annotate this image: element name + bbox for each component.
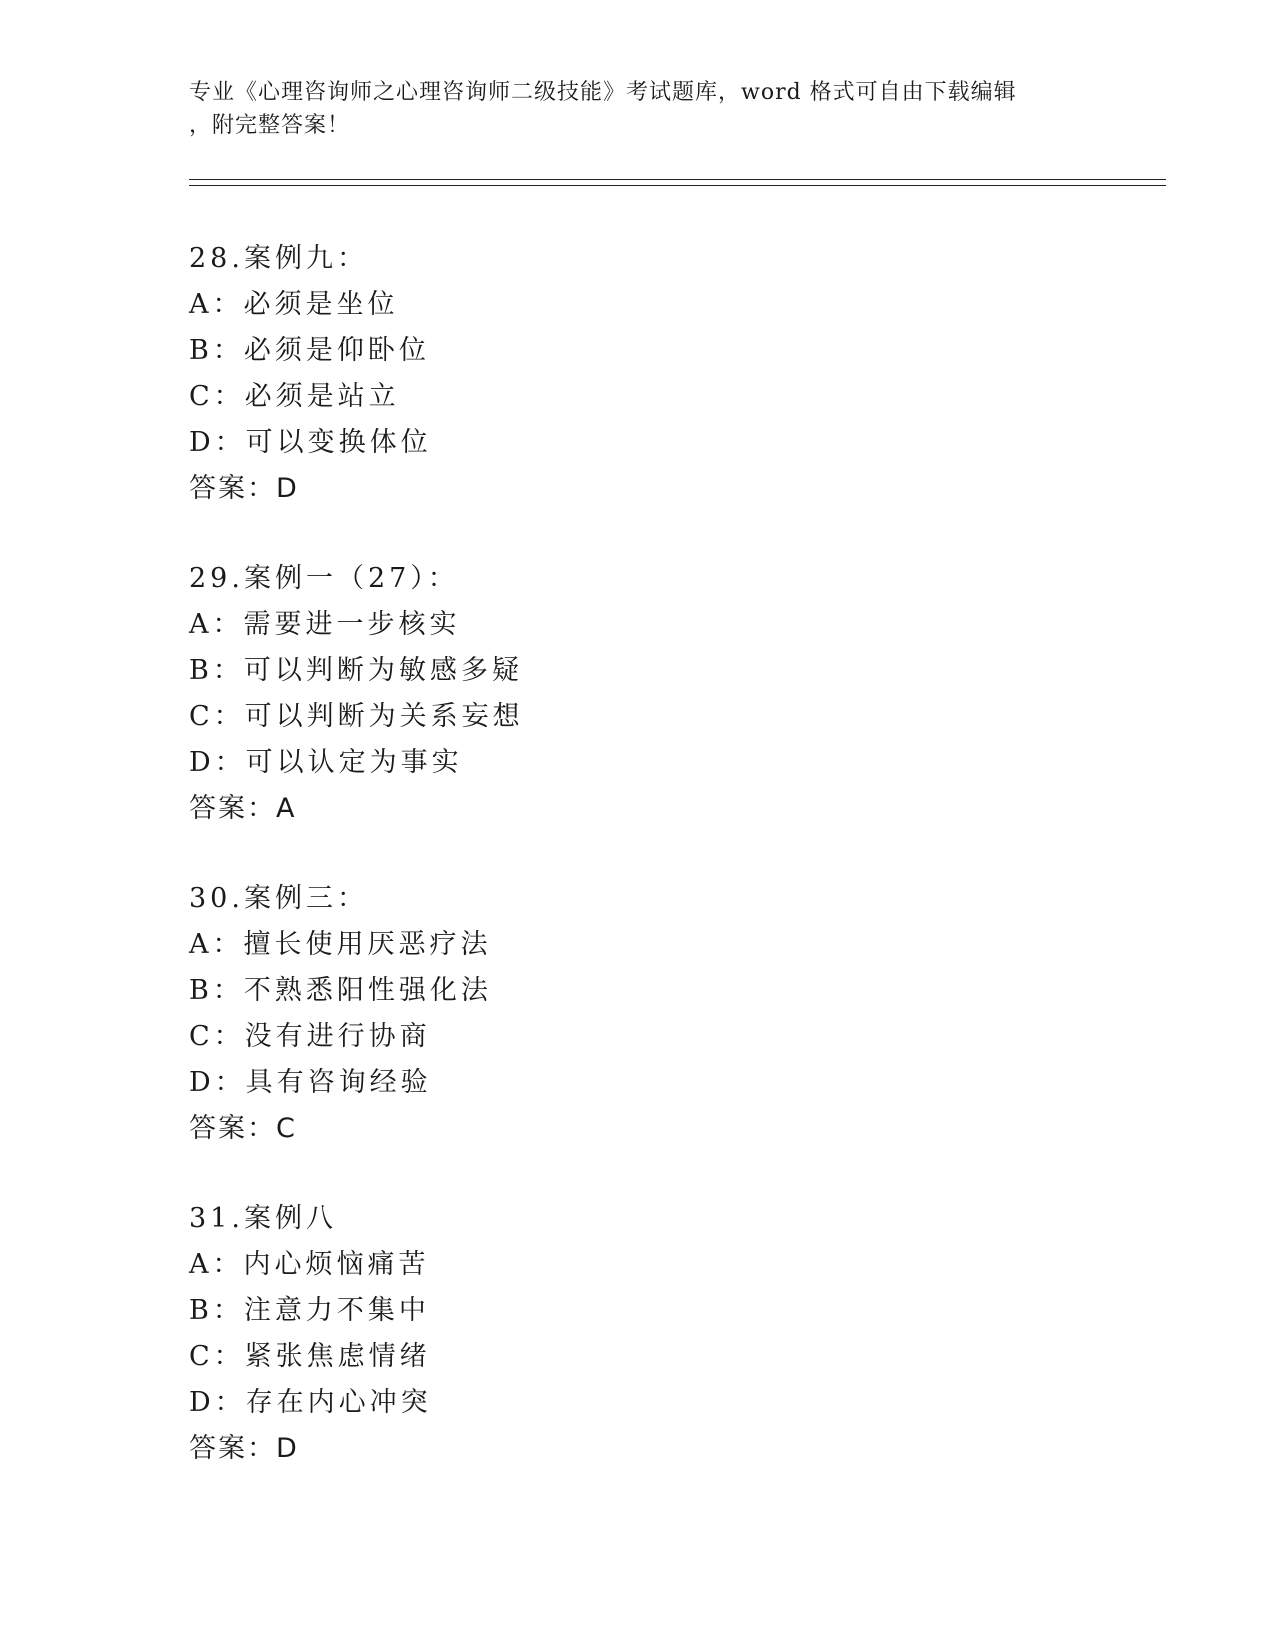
question-title: 28.案例九： [189, 243, 368, 274]
answer-line: 答案：A [189, 793, 297, 824]
option-b: B：不熟悉阳性强化法 [189, 975, 492, 1006]
header-line-2: ，附完整答案！ [189, 113, 351, 138]
question-29 [189, 556, 1139, 832]
question-31 [189, 1196, 1139, 1472]
option-a: A：必须是坐位 [189, 289, 399, 320]
option-b: B：必须是仰卧位 [189, 335, 430, 366]
option-c: C：可以判断为关系妄想 [189, 701, 524, 732]
question-list [189, 236, 1139, 1516]
option-a: A：擅长使用厌恶疗法 [189, 929, 492, 960]
option-a: A：内心烦恼痛苦 [189, 1249, 430, 1280]
option-d: D：存在内心冲突 [189, 1387, 432, 1418]
question-title: 29.案例一（27）： [189, 563, 459, 594]
option-c: C：必须是站立 [189, 381, 400, 412]
option-d: D：可以认定为事实 [189, 747, 463, 778]
document-header [189, 76, 1089, 142]
answer-line: 答案：D [189, 1433, 299, 1464]
option-b: B：注意力不集中 [189, 1295, 430, 1326]
header-line-1: 专业《心理咨询师之心理咨询师二级技能》考试题库，word 格式可自由下载编辑 [189, 80, 1017, 105]
option-d: D：具有咨询经验 [189, 1067, 432, 1098]
option-d: D：可以变换体位 [189, 427, 432, 458]
option-a: A：需要进一步核实 [189, 609, 461, 640]
answer-line: 答案：C [189, 1113, 297, 1144]
question-30 [189, 876, 1139, 1152]
header-double-rule [189, 179, 1166, 186]
option-b: B：可以判断为敏感多疑 [189, 655, 523, 686]
option-c: C：紧张焦虑情绪 [189, 1341, 431, 1372]
question-title: 31.案例八 [189, 1203, 337, 1234]
option-c: C：没有进行协商 [189, 1021, 431, 1052]
question-title: 30.案例三： [189, 883, 368, 914]
question-28 [189, 236, 1139, 512]
answer-line: 答案：D [189, 473, 299, 504]
